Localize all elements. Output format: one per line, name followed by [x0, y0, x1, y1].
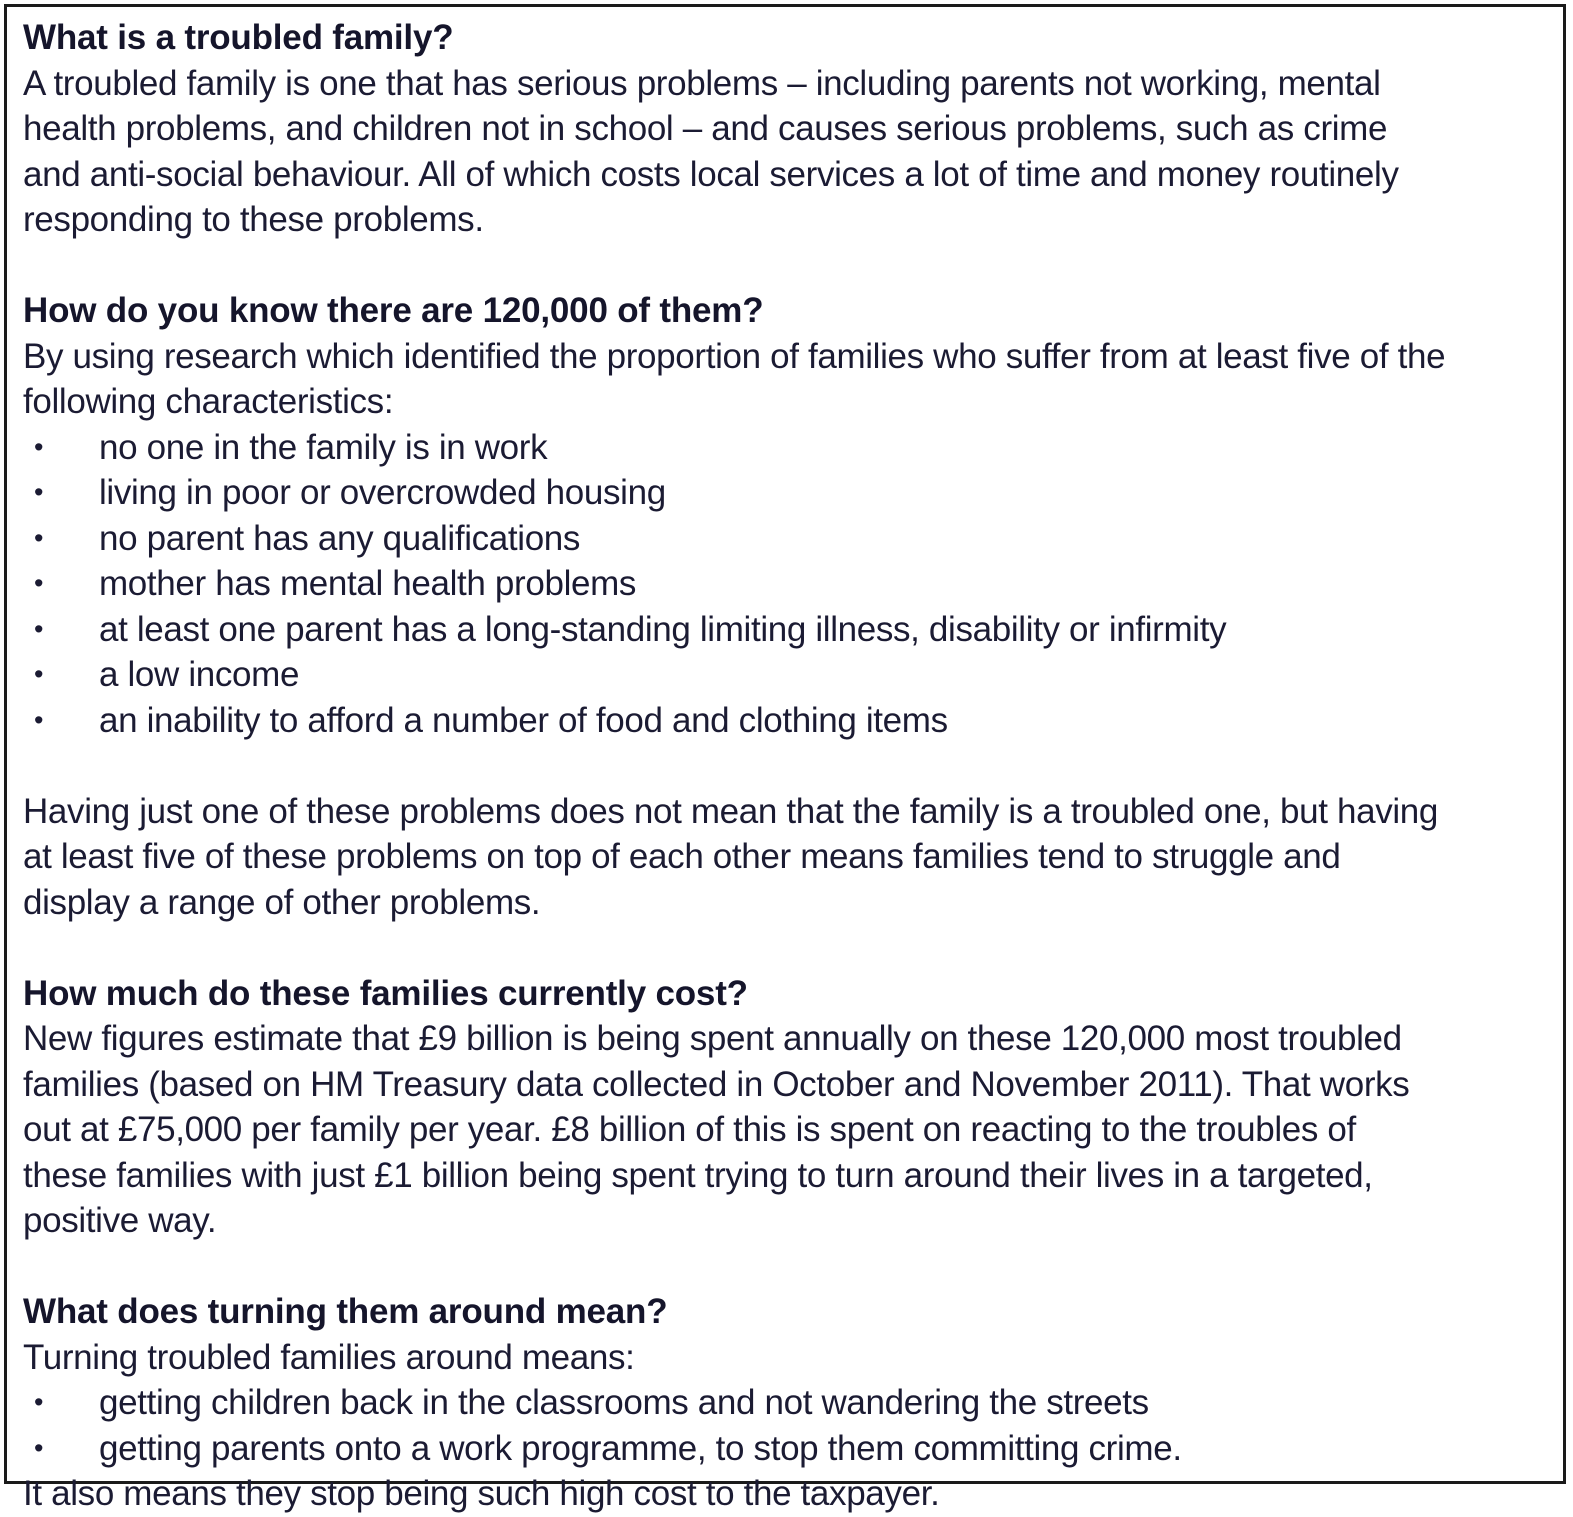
list-item-label: no parent has any qualifications	[99, 518, 581, 558]
section-paragraph	[23, 789, 1549, 926]
paragraph-line: Having just one of these problems does not mean that the family is a troubled one, but having	[23, 791, 1438, 831]
paragraph-line: these families with just £1 billion being spent trying to turn around their lives in a targeted,	[23, 1155, 1373, 1195]
section-paragraph	[23, 61, 1549, 243]
document-body	[7, 7, 1563, 1517]
list-item	[23, 425, 1549, 471]
list-item	[23, 1426, 1549, 1472]
list-item-label: getting children back in the classrooms and not wandering the streets	[99, 1383, 1149, 1422]
section-what-does-turning-them-around-mean	[23, 1289, 1549, 1517]
paragraph-line: A troubled family is one that has serious problems – including parents not working, mental	[23, 63, 1381, 103]
paragraph-line: It also means they stop being such high cost to the taxpayer.	[23, 1474, 940, 1513]
bullet-point-icon: •	[34, 613, 44, 644]
list-item-label: no one in the family is in work	[99, 427, 548, 467]
list-item-label: a low income	[99, 655, 300, 694]
section-heading: How much do these families currently cost?	[23, 973, 748, 1013]
paragraph-line: and anti-social behaviour. All of which costs local services a lot of time and money routinely	[23, 154, 1399, 194]
bullet-point-icon: •	[34, 522, 44, 553]
list-item	[23, 607, 1549, 653]
section-heading: How do you know there are 120,000 of them?	[23, 291, 764, 330]
bullet-point-icon: •	[34, 431, 44, 462]
paragraph-line: health problems, and children not in school – and causes serious problems, such as crime	[23, 109, 1388, 148]
section-paragraph	[23, 1335, 1549, 1381]
list-item-label: mother has mental health problems	[99, 564, 637, 603]
list-item-label: getting parents onto a work programme, to stop them committing crime.	[99, 1428, 1182, 1468]
list-item-label: at least one parent has a long-standing limiting illness, disability or infirmity	[99, 609, 1227, 649]
list-item	[23, 470, 1549, 516]
list-item	[23, 561, 1549, 607]
section-heading: What does turning them around mean?	[23, 1292, 668, 1331]
bullet-point-icon: •	[34, 477, 44, 507]
paragraph-line: at least five of these problems on top of each other means families tend to struggle and	[23, 837, 1341, 876]
bullet-point-icon: •	[34, 659, 44, 689]
paragraph-line: following characteristics:	[23, 382, 394, 421]
paragraph-line: display a range of other problems.	[23, 882, 541, 922]
section-spacer	[23, 925, 1549, 971]
turning-around-bullet-list	[23, 1380, 1549, 1471]
paragraph-line: New figures estimate that £9 billion is being spent annually on these 120,000 most troubled	[23, 1019, 1402, 1058]
section-closing-paragraph	[23, 1471, 1549, 1517]
document-frame	[4, 4, 1566, 1513]
section-spacer	[23, 243, 1549, 289]
section-what-is-a-troubled-family	[23, 15, 1549, 243]
section-paragraph	[23, 1016, 1549, 1244]
bullet-point-icon: •	[34, 704, 44, 735]
list-item-label: living in poor or overcrowded housing	[99, 473, 666, 512]
characteristics-bullet-list	[23, 425, 1549, 744]
list-item	[23, 652, 1549, 698]
paragraph-line: positive way.	[23, 1201, 217, 1240]
section-spacer	[23, 1244, 1549, 1290]
bullet-point-icon: •	[34, 568, 44, 598]
paragraph-line: responding to these problems.	[23, 200, 484, 239]
paragraph-line: families (based on HM Treasury data collected in October and November 2011). That works	[23, 1064, 1410, 1104]
section-how-much-do-they-cost	[23, 971, 1549, 1244]
section-paragraph	[23, 334, 1549, 425]
bullet-point-icon: •	[34, 1387, 44, 1417]
list-item	[23, 698, 1549, 744]
list-item-label: an inability to afford a number of food and clothing items	[99, 700, 948, 740]
bullet-point-icon: •	[34, 1432, 44, 1463]
paragraph-line: out at £75,000 per family per year. £8 billion of this is spent on reacting to the troubles of	[23, 1110, 1356, 1149]
paragraph-line: Turning troubled families around means:	[23, 1337, 635, 1377]
paragraph-line: By using research which identified the proportion of families who suffer from at least five of the	[23, 336, 1446, 376]
section-heading: What is a troubled family?	[23, 18, 454, 57]
section-spacer	[23, 743, 1549, 789]
section-how-do-you-know	[23, 288, 1549, 743]
list-item	[23, 516, 1549, 562]
list-item	[23, 1380, 1549, 1426]
section-having-just-one	[23, 789, 1549, 926]
